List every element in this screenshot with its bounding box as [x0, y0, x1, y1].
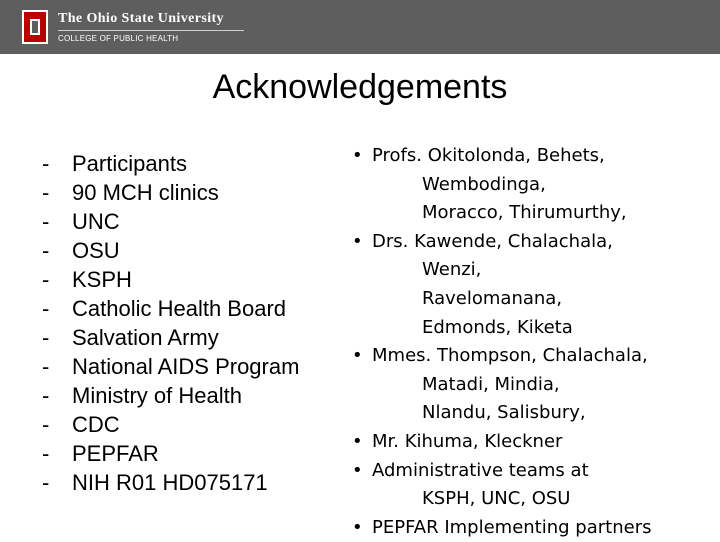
partner-list-item [42, 352, 299, 381]
people-list-item [352, 428, 720, 457]
round-bullet: • [352, 430, 363, 452]
people-list-line: Moracco, Thirumurthy, [422, 202, 627, 224]
people-list-item [352, 514, 720, 542]
round-bullet: • [352, 345, 363, 367]
partner-list-item [42, 381, 299, 410]
partner-list-item [42, 149, 299, 178]
people-list-line: PEPFAR Implementing partners [372, 516, 652, 538]
dash-bullet: - [42, 383, 50, 408]
people-list-item [352, 228, 720, 342]
partner-list-item [42, 236, 299, 265]
dash-bullet: - [42, 412, 50, 437]
people-list-line: Mr. Kihuma, Kleckner [372, 430, 563, 452]
partner-label: Catholic Health Board [72, 296, 287, 321]
people-list-item [352, 142, 720, 228]
dash-bullet: - [42, 180, 50, 205]
header-divider [58, 30, 244, 31]
partner-label: CDC [72, 412, 120, 437]
partner-list-item [42, 323, 299, 352]
people-list-item [352, 457, 720, 514]
header-bar [0, 0, 720, 54]
dash-bullet: - [42, 209, 50, 234]
partner-label: PEPFAR [72, 441, 159, 466]
partner-list-item [42, 265, 299, 294]
partner-label: National AIDS Program [72, 354, 300, 379]
people-list-line: Matadi, Mindia, [422, 373, 560, 395]
round-bullet: • [352, 230, 363, 252]
people-list-item [352, 342, 720, 428]
slide-title: Acknowledgements [212, 68, 508, 106]
partner-list-item [42, 410, 299, 439]
dash-bullet: - [42, 354, 50, 379]
people-list-line: Mmes. Thompson, Chalachala, [372, 345, 648, 367]
dash-bullet: - [42, 470, 50, 495]
people-list-line: Edmonds, Kiketa [422, 316, 573, 338]
partner-label: 90 MCH clinics [72, 180, 219, 205]
people-list [352, 142, 720, 542]
partner-list [42, 149, 299, 497]
people-list-line: Administrative teams at [372, 459, 589, 481]
people-list-line: Wenzi, [422, 259, 482, 281]
round-bullet: • [352, 145, 363, 166]
partner-label: Ministry of Health [72, 383, 242, 408]
partner-label: KSPH [72, 267, 132, 292]
dash-bullet: - [42, 296, 50, 321]
dash-bullet: - [42, 151, 50, 176]
partner-label: Salvation Army [72, 325, 219, 350]
people-list-line: Profs. Okitolonda, Behets, [372, 145, 605, 166]
partner-label: UNC [72, 209, 120, 234]
people-list-line: Drs. Kawende, Chalachala, [372, 230, 613, 252]
partner-list-item [42, 439, 299, 468]
round-bullet: • [352, 516, 363, 538]
dash-bullet: - [42, 441, 50, 466]
people-list-line: Nlandu, Salisbury, [422, 402, 586, 424]
people-list-line: KSPH, UNC, OSU [422, 488, 571, 510]
dash-bullet: - [42, 325, 50, 350]
university-name: The Ohio State University [58, 11, 224, 26]
partner-list-item [42, 294, 299, 323]
partner-list-item [42, 207, 299, 236]
ohio-state-block-o-logo [22, 10, 48, 44]
partner-label: Participants [72, 151, 187, 176]
dash-bullet: - [42, 238, 50, 263]
people-list-line: Wembodinga, [422, 173, 546, 195]
round-bullet: • [352, 459, 363, 481]
dash-bullet: - [42, 267, 50, 292]
partner-label: NIH R01 HD075171 [72, 470, 268, 495]
college-name: COLLEGE OF PUBLIC HEALTH [58, 34, 179, 43]
partner-list-item [42, 178, 299, 207]
people-list-line: Ravelomanana, [422, 287, 563, 309]
partner-label: OSU [72, 238, 120, 263]
partner-list-item [42, 468, 299, 497]
